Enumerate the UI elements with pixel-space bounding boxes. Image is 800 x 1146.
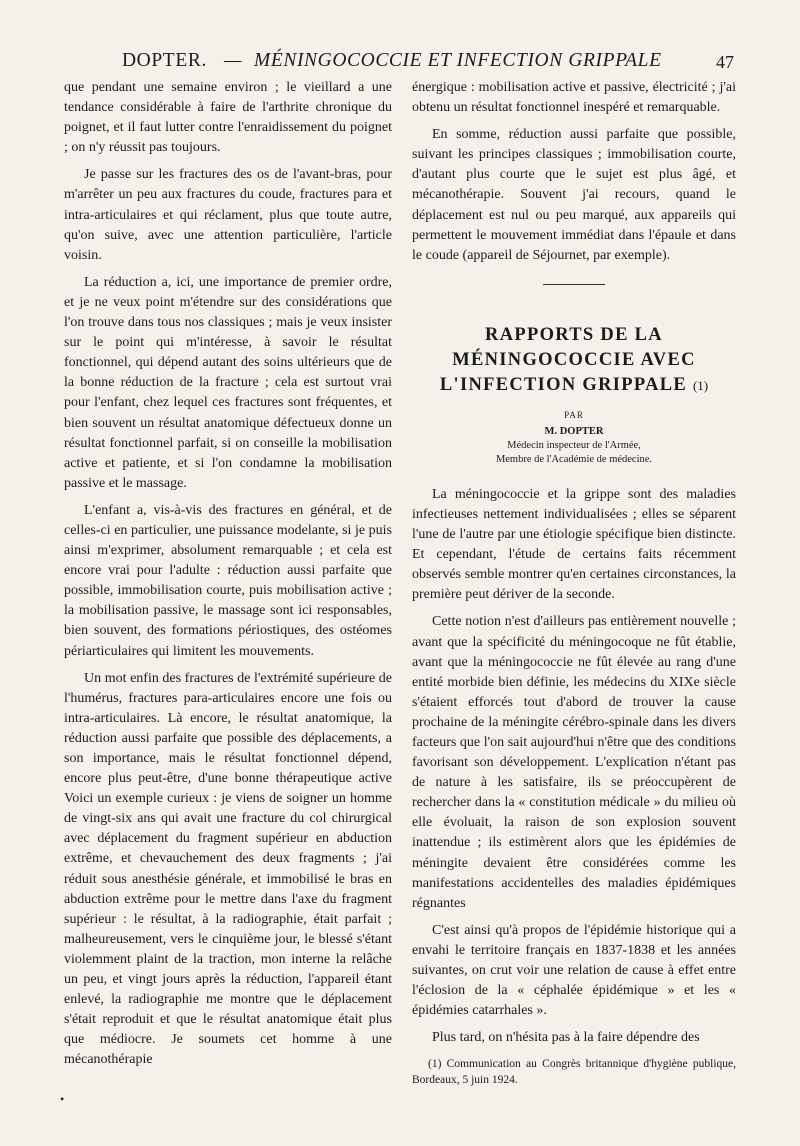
article-author: M. DOPTER xyxy=(544,425,604,437)
header-title: MÉNINGOCOCCIE ET INFECTION GRIPPALE xyxy=(254,50,662,71)
paragraph: En somme, réduction aussi parfaite que possible, suivant les principes classiques ; immobilisation courte, d'autant plus courte que le sujet est plus âgé, et mécanothérapie. Souvent j'ai recours, quand le déplacement est nul ou peu marqué, aux appareils qui permettent le mouvement immédiat dans l'épaule et dans le coude (appareil de Séjournet, par exemple). xyxy=(412,127,736,263)
left-column xyxy=(64,78,392,1078)
author-affiliation-2: Membre de l'Académie de médecine. xyxy=(495,453,653,465)
article-title xyxy=(412,323,736,398)
header-author: DOPTER. xyxy=(122,50,207,71)
footnote: (1) Communication au Congrès britannique d'hygiène publique, Bordeaux, 5 juin 1924. xyxy=(412,1058,736,1087)
paragraph: énergique : mobilisation active et passive, électricité ; j'ai obtenu un résultat fonctionnel inespéré et remarquable. xyxy=(412,80,736,116)
header-separator: — xyxy=(224,50,242,71)
author-affiliation-1: Médecin inspecteur de l'Armée, xyxy=(507,439,641,451)
article-title-line-3: L'INFECTION GRIPPALE xyxy=(439,374,688,395)
margin-mark: • xyxy=(60,1092,65,1106)
paragraph: La méningococcie et la grippe sont des maladies infectieuses nettement individualisées ; elles se séparent l'une de l'autre par une étiologie spécifique bien distincte. Et cependant, l'étude de certains faits récemment observés semble montrer qu'en certaines circonstances, la première peut dériver de la seconde. xyxy=(412,486,736,603)
paragraph: Cette notion n'est d'ailleurs pas entièrement nouvelle ; avant que la spécificité du méningocoque ne fût établie, avant que la méningococcie ne fût élevée au rang d'une entité morbide bien définie, les médecins du XIXe siècle s'étaient efforcés tout d'abord de trouver la cause prochaine de la méningite cérébro-spinale dans les divers facteurs que l'on sait aujourd'hui n'être que des conditions favorisant son développement. L'explication n'étant pas de nature à les satisfaire, ils se préoccupèrent de rechercher dans la « constitution médicale » du milieu où elle évoluait, la raison de son explosion souvent inattendue ; ils estimèrent alors que les épidémies de méningite devaient être considérées comme les manifestations accidentelles des maladies épidémiques régnantes xyxy=(412,614,736,911)
section-divider xyxy=(543,284,605,285)
paragraph: C'est ainsi qu'à propos de l'épidémie historique qui a envahi le territoire français en 1837-1838 et les années suivantes, on crut voir une relation de cause à effet entre l'éclosion de la « céphalée épidémique » et les « épidémies catarrhales ». xyxy=(412,922,736,1019)
right-column xyxy=(412,78,736,1088)
paragraph: Plus tard, on n'hésita pas à la faire dépendre des xyxy=(432,1030,700,1046)
byline-par: PAR xyxy=(564,409,584,420)
footnote-marker: (1) xyxy=(692,377,709,393)
article-title-line-1: RAPPORTS DE LA xyxy=(485,324,663,345)
article-title-line-2: MÉNINGOCOCCIE AVEC xyxy=(452,349,696,370)
paragraph: Je passe sur les fractures des os de l'avant-bras, pour m'arrêter un peu aux fractures du coude, fractures para et intra-articulaires et qui réclament, plus que toute autre, qu'on suive, avec une attention particulière, l'article voisin. xyxy=(64,167,392,263)
page-number: 47 xyxy=(716,52,734,72)
paragraph: que pendant une semaine environ ; le vieillard a une tendance considérable à faire de l'arthrite chronique du poignet, et il faut lutter contre l'enraidissement du poignet ; on n'y réussit pas toujours. xyxy=(64,80,392,156)
paragraph: Un mot enfin des fractures de l'extrémité supérieure de l'humérus, fractures para-articulaires encore une fois ou intra-articulaires. Là encore, le résultat anatomique, la réduction aussi parfaite que possible des déplacements, a son importance, mais le résultat fonctionnel dépend, encore plus peut-être, d'une bonne thérapeutique active Voici un exemple curieux : je viens de soigner un homme de vingt-six ans qui avait une fracture du col chirurgical avec déplacement du fragment supérieur en abduction extrême, et chevauchement des deux fragments ; j'ai réduit sous anesthésie générale, et immobilisé le bras en abduction extrême pour le mettre dans l'axe du fragment supérieur : le résultat, à la radiographie, était parfait ; malheureusement, vers le cinquième jour, le blessé s'étant violemment plaint de la traction, mon interne la relâche un peu, et vingt jours après la réduction, l'appareil étant enlevé, la radiographie me montre que le déplacement s'était reproduit et que le résultat anatomique était plus que médiocre. Je soumets cet homme à une mécanothérapie xyxy=(64,670,392,1068)
paragraph: La réduction a, ici, une importance de premier ordre, et je ne veux point m'étendre sur des considérations que l'on trouve dans tous nos classiques ; mais je veux insister sur le point qui m'intéresse, à savoir le résultat fonctionnel, qui dépend autant des soins ultérieurs que de la bonne réduction de la fracture ; cela est surtout vrai pour l'enfant, chez lequel ces fractures sont fréquentes, et bien souvent un résultat anatomique défectueux donne un résultat fonctionnel parfait, si on conseille la mobilisation active et patiente, et si l'on condamne la mobilisation passive et le massage. xyxy=(64,274,392,491)
running-header xyxy=(122,44,734,76)
paragraph: L'enfant a, vis-à-vis des fractures en général, et de celles-ci en particulier, une puissance modelante, si je puis ainsi m'exprimer, absolument remarquable ; et cela est encore vrai pour l'adulte : réduction aussi parfaite que possible, immobilisation courte, puis mobilisation active ; la mobilisation passive, le massage sont ici responsables, bien souvent, des formations périostiques, des ostéomes périarticulaires qui limitent les mouvements. xyxy=(64,502,392,659)
